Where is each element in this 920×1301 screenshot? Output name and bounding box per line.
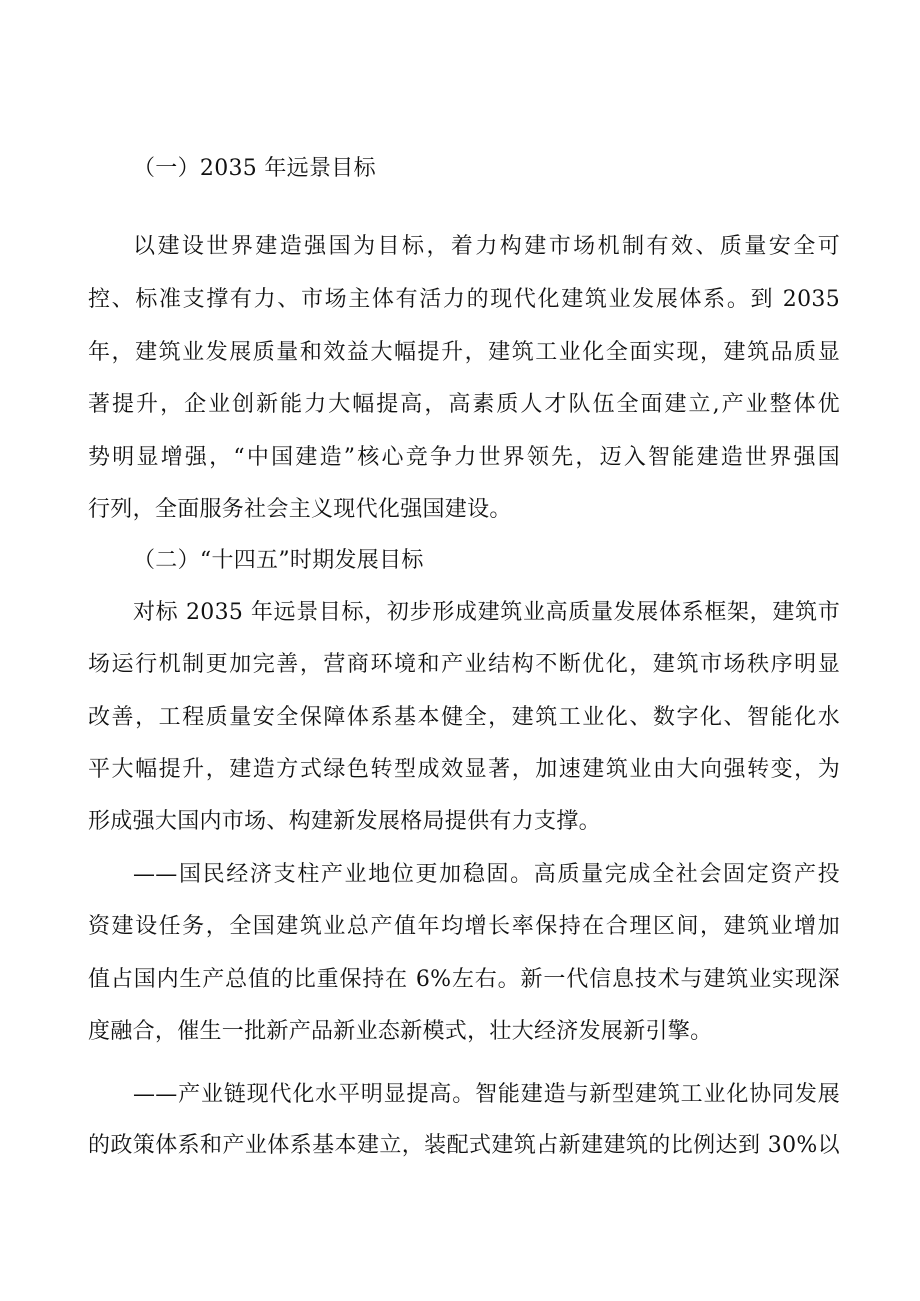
paragraph-line: 改善，工程质量安全保障体系基本健全，建筑工业化、数字化、智能化水 [88,705,840,730]
paragraph-line: 平大幅提升，建造方式绿色转型成效显著，加速建筑业由大向强转变，为 [88,757,840,782]
section-heading-2035: （一）2035 年远景目标 [133,156,376,181]
paragraph-line: 的政策体系和产业体系基本建立，装配式建筑占新建建筑的比例达到 30%以 [88,1133,840,1158]
paragraph-line: 行列，全面服务社会主义现代化强国建设。 [88,497,512,522]
paragraph-line: 资建设任务，全国建筑业总产值年均增长率保持在合理区间，建筑业增加 [88,914,840,939]
paragraph-line: 控、标准支撑有力、市场主体有活力的现代化建筑业发展体系。到 2035 [88,287,840,312]
paragraph-line: 年，建筑业发展质量和效益大幅提升，建筑工业化全面实现，建筑品质显 [88,340,840,365]
paragraph-line: 对标 2035 年远景目标，初步形成建筑业高质量发展体系框架，建筑市 [133,600,840,625]
paragraph-line: 度融合，催生一批新产品新业态新模式，壮大经济发展新引擎。 [88,1019,713,1044]
paragraph-line: 场运行机制更加完善，营商环境和产业结构不断优化，建筑市场秩序明显 [88,652,840,677]
paragraph-line: 值占国内生产总值的比重保持在 6%左右。新一代信息技术与建筑业实现深 [88,967,840,992]
paragraph-line: ——国民经济支柱产业地位更加稳固。高质量完成全社会固定资产投 [133,862,840,887]
paragraph-line: 形成强大国内市场、构建新发展格局提供有力支撑。 [88,809,601,834]
paragraph-line: ——产业链现代化水平明显提高。智能建造与新型建筑工业化协同发展 [133,1082,840,1107]
paragraph-line: 势明显增强，“中国建造”核心竞争力世界领先，迈入智能建造世界强国 [88,445,840,470]
paragraph-line: 以建设世界建造强国为目标，着力构建市场机制有效、质量安全可 [133,234,840,259]
section-heading-14th-five-year: （二）“十四五”时期发展目标 [133,548,424,573]
paragraph-line: 著提升，企业创新能力大幅提高，高素质人才队伍全面建立,产业整体优 [88,392,840,417]
